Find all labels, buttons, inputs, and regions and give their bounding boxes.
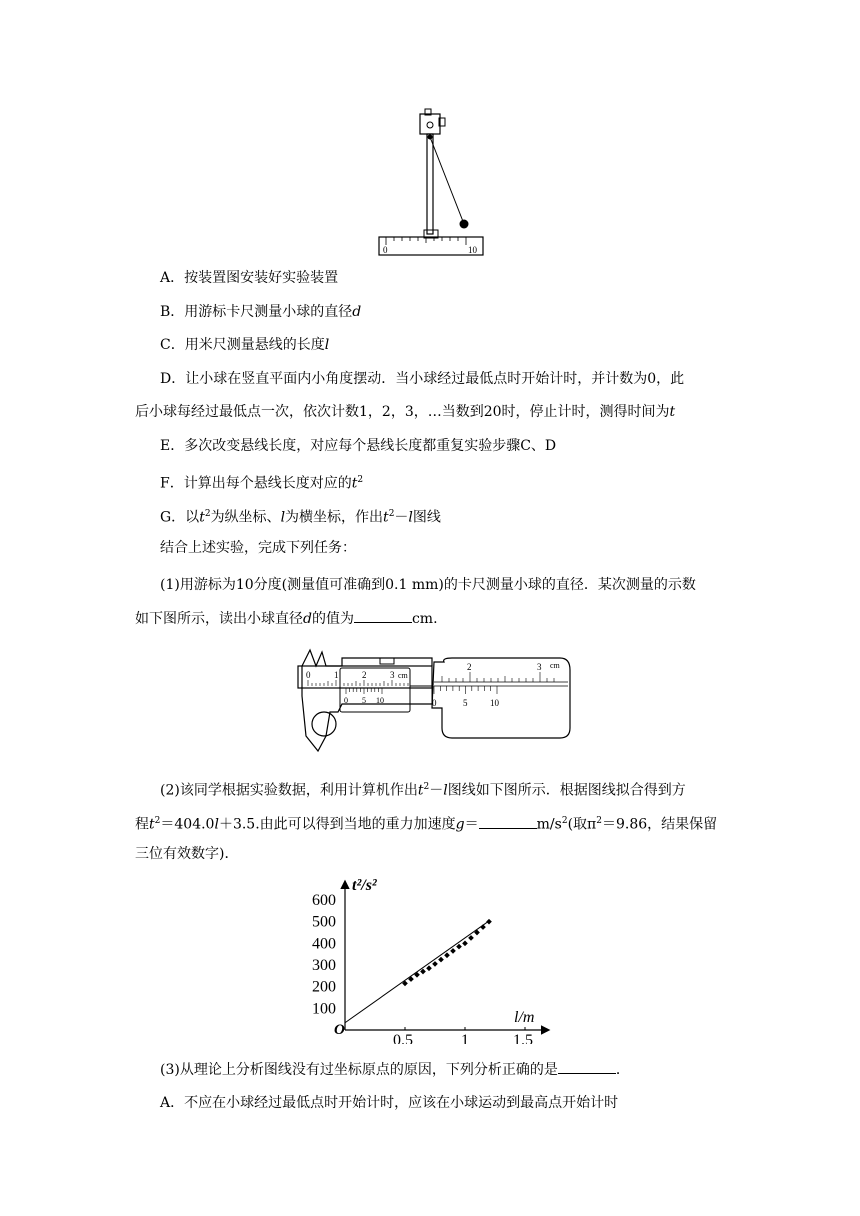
q2-answer-blank[interactable]	[479, 814, 537, 829]
step-g: G．以$t^2$为纵坐标、l为横坐标，作出$t^2-l$图线	[160, 509, 441, 526]
pendulum-scale-ten: 10	[468, 245, 477, 255]
caliper-figure	[282, 646, 572, 756]
step-b: B．用游标卡尺测量小球的直径d	[160, 304, 362, 320]
x-axis-label: l/m	[514, 1009, 535, 1026]
data-point-7	[444, 952, 450, 958]
caliper-main-label-3: 3	[390, 670, 395, 680]
q1-answer-blank[interactable]	[354, 608, 412, 623]
step-d-line1: D．让小球在竖直平面内小角度摆动．当小球经过最低点时开始计时，并计数为0，此	[160, 371, 685, 387]
caliper-zoom-vernier-label-0: 0	[432, 698, 437, 708]
step-f: F．计算出每个悬线长度对应的$t^2$	[160, 475, 364, 492]
y-tick-label-400: 400	[312, 935, 336, 953]
data-point-9	[456, 944, 462, 950]
t2-l-chart	[310, 872, 560, 1044]
caliper-zoom-main-label-cm: cm	[550, 661, 560, 670]
pendulum-scale-zero: 0	[383, 245, 388, 255]
q1-line2: 如下图所示，读出小球直径d的值为 cm.	[135, 608, 438, 629]
x-tick-label-1: 1	[461, 1032, 469, 1044]
caliper-zoom-main-label-2: 2	[467, 662, 472, 672]
step-e: E．多次改变悬线长度，对应每个悬线长度都重复实验步骤C、D	[160, 438, 557, 454]
step-a: A．按装置图安装好实验装置	[160, 270, 339, 286]
y-tick-label-200: 200	[312, 978, 336, 996]
step-c: C．用米尺测量悬线的长度l	[160, 337, 330, 353]
q3-line1: (3)从理论上分析图线没有过坐标原点的原因，下列分析正确的是 ．	[160, 1059, 630, 1080]
caliper-main-label-cm: cm	[398, 671, 408, 680]
y-tick-label-600: 600	[312, 892, 336, 909]
data-point-11	[468, 935, 474, 941]
data-point-13	[480, 924, 486, 930]
x-tick-label-0.5: 0.5	[393, 1032, 413, 1044]
caliper-vernier-label-0: 0	[344, 696, 348, 705]
x-tick-label-1.5: 1.5	[513, 1032, 533, 1044]
combine-line: 结合上述实验，完成下列任务：	[160, 540, 356, 556]
data-point-5	[432, 961, 438, 967]
caliper-zoom-vernier-label-10: 10	[490, 698, 499, 708]
y-tick-label-100: 100	[312, 1000, 336, 1018]
y-tick-label-500: 500	[312, 913, 336, 931]
q2-line3: 三位有效数字)．	[135, 846, 239, 862]
q3-option-a: A．不应在小球经过最低点时开始计时，应该在小球运动到最高点开始计时	[160, 1095, 619, 1111]
q2-line2: 程$t^2=404.0l+3.5$.由此可以得到当地的重力加速度$g= m/s^2$(取$\pi^2=9.86$，结果保留	[135, 811, 717, 835]
y-axis-label: t²/s²	[352, 877, 377, 894]
q2-line1: (2)该同学根据实验数据，利用计算机作出$t^2-l$图线如下图所示．根据图线拟合得到方	[160, 782, 686, 799]
data-point-14	[486, 919, 492, 925]
chart-svg	[310, 872, 560, 1044]
data-point-6	[438, 957, 444, 963]
caliper-main-label-1: 1	[334, 670, 339, 680]
q3-answer-blank[interactable]	[558, 1059, 616, 1074]
data-point-4	[426, 965, 432, 971]
data-point-8	[450, 948, 456, 954]
pendulum-figure	[376, 106, 486, 258]
q1-line1: (1)用游标为10分度(测量值可准确到0.1 mm)的卡尺测量小球的直径．某次测量的示数	[160, 577, 696, 593]
fit-line	[345, 921, 489, 1023]
caliper-zoom-main-label-3: 3	[537, 662, 542, 672]
caliper-vernier-label-10: 10	[376, 696, 384, 705]
caliper-vernier-label-5: 5	[362, 696, 366, 705]
caliper-zoom-vernier-label-5: 5	[463, 698, 468, 708]
caliper-main-label-0: 0	[306, 670, 311, 680]
caliper-main-label-2: 2	[362, 670, 367, 680]
data-point-10	[462, 941, 468, 947]
y-tick-label-300: 300	[312, 957, 336, 974]
origin-label: O	[334, 1022, 345, 1038]
step-d-line2: 后小球每经过最低点一次，依次计数1，2，3，…当数到20时，停止计时，测得时间为t	[135, 404, 676, 420]
